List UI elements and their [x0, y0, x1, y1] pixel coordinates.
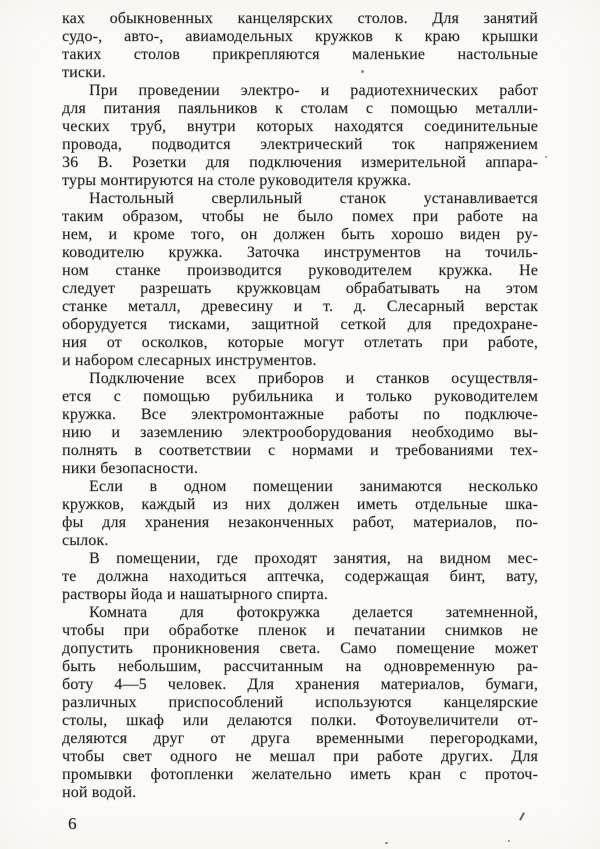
paragraph [62, 478, 538, 550]
text-line: допустить проникновения света. Само помещение может [62, 640, 538, 657]
text-line: 36 В. Розетки для подключения измерительной аппара- [62, 154, 538, 171]
text-line: судо-, авто-, авиамодельных кружков к краю крышки [62, 28, 538, 45]
paragraph [62, 190, 538, 370]
paragraph [62, 82, 538, 190]
text-line: тиски. [62, 64, 106, 81]
text-line: сылок. [62, 532, 109, 549]
text-line: Комната для фотокружка делается затемненной, [89, 604, 538, 621]
text-line: Если в одном помещении занимаются несколько [89, 478, 538, 495]
text-line: столы, шкаф или делаются полки. Фотоувеличители от- [62, 712, 538, 729]
text-line: ники безопасности. [62, 460, 198, 477]
text-line: боту 4—5 человек. Для хранения материалов, бумаги, [62, 676, 538, 693]
text-line: чтобы при обработке пленок и печатании снимков не [62, 622, 538, 639]
scan-speck [545, 156, 547, 158]
text-line: ках обыкновенных канцелярских столов. Для занятий [62, 10, 538, 27]
text-line: и набором слесарных инструментов. [62, 352, 317, 369]
paragraph [62, 604, 538, 802]
scan-speck [508, 840, 510, 842]
text-line: чтобы свет одного не мешал при работе других. Для [62, 748, 538, 765]
text-line: ном станке производится руководителем кружка. Не [62, 262, 538, 279]
scan-speck [385, 842, 388, 844]
page-number: 6 [68, 814, 77, 833]
text-line: различных приспособлений используются канцелярские [62, 694, 538, 711]
paragraph [62, 550, 538, 604]
text-line: ной водой. [62, 784, 137, 801]
paragraph-runover [62, 10, 538, 82]
text-line: Настольный сверлильный станок устанавливается [89, 190, 538, 207]
text-line: ководителю кружка. Заточка инструментов на точиль- [62, 244, 538, 261]
text-line: Подключение всех приборов и станков осуществля- [89, 370, 538, 387]
text-line: нем, и кроме того, он должен быть хорошо виден ру- [62, 226, 538, 243]
text-line: туры монтируются на столе руководителя кружка. [62, 172, 412, 189]
text-line: деляются друг от друга временными перегородками, [62, 730, 538, 747]
text-line: таким образом, чтобы не было помех при работе на [62, 208, 538, 225]
scan-speck [361, 70, 364, 73]
text-line: провода, подводится электрический ток напряжением [62, 136, 538, 153]
paragraph [62, 370, 538, 478]
text-line: те должна находиться аптечка, содержащая бинт, вату, [62, 568, 538, 585]
text-line: таких столов прикрепляются маленькие настольные [62, 46, 538, 63]
text-line: При проведении электро- и радиотехнических работ [89, 82, 538, 99]
text-line: ния от осколков, которые могут отлетать при работе, [62, 334, 538, 351]
text-line: быть небольшим, рассчитанным на одновременную ра- [62, 658, 538, 675]
text-line: растворы йода и нашатырного спирта. [62, 586, 328, 603]
text-line: станке металл, древесину и т. д. Слесарный верстак [62, 298, 538, 315]
text-line: следует разрешать кружковцам обрабатывать на этом [62, 280, 538, 297]
text-line: ется с помощью рубильника и только руководителем [62, 388, 538, 405]
text-line: оборудуется тисками, защитной сеткой для предохране- [62, 316, 538, 333]
text-line: кружка. Все электромонтажные работы по подключе- [62, 406, 538, 423]
text-line: В помещении, где проходят занятия, на видном мес- [89, 550, 538, 567]
text-line: кружков, каждый из них должен иметь отдельные шка- [62, 496, 538, 513]
scan-speck [519, 812, 525, 821]
text-line: нию и заземлению электрооборудования необходимо вы- [62, 424, 538, 441]
text-line: полнять в соответствии с нормами и требованиями тех- [62, 442, 538, 459]
text-line: промывки фотопленки желательно иметь кран с проточ- [62, 766, 538, 783]
text-line: для питания паяльников к столам с помощью металли- [62, 100, 538, 117]
text-line: фы для хранения незаконченных работ, материалов, по- [62, 514, 538, 531]
text-line: ческих труб, внутри которых находятся соединительные [62, 118, 538, 135]
body-text [62, 10, 538, 802]
